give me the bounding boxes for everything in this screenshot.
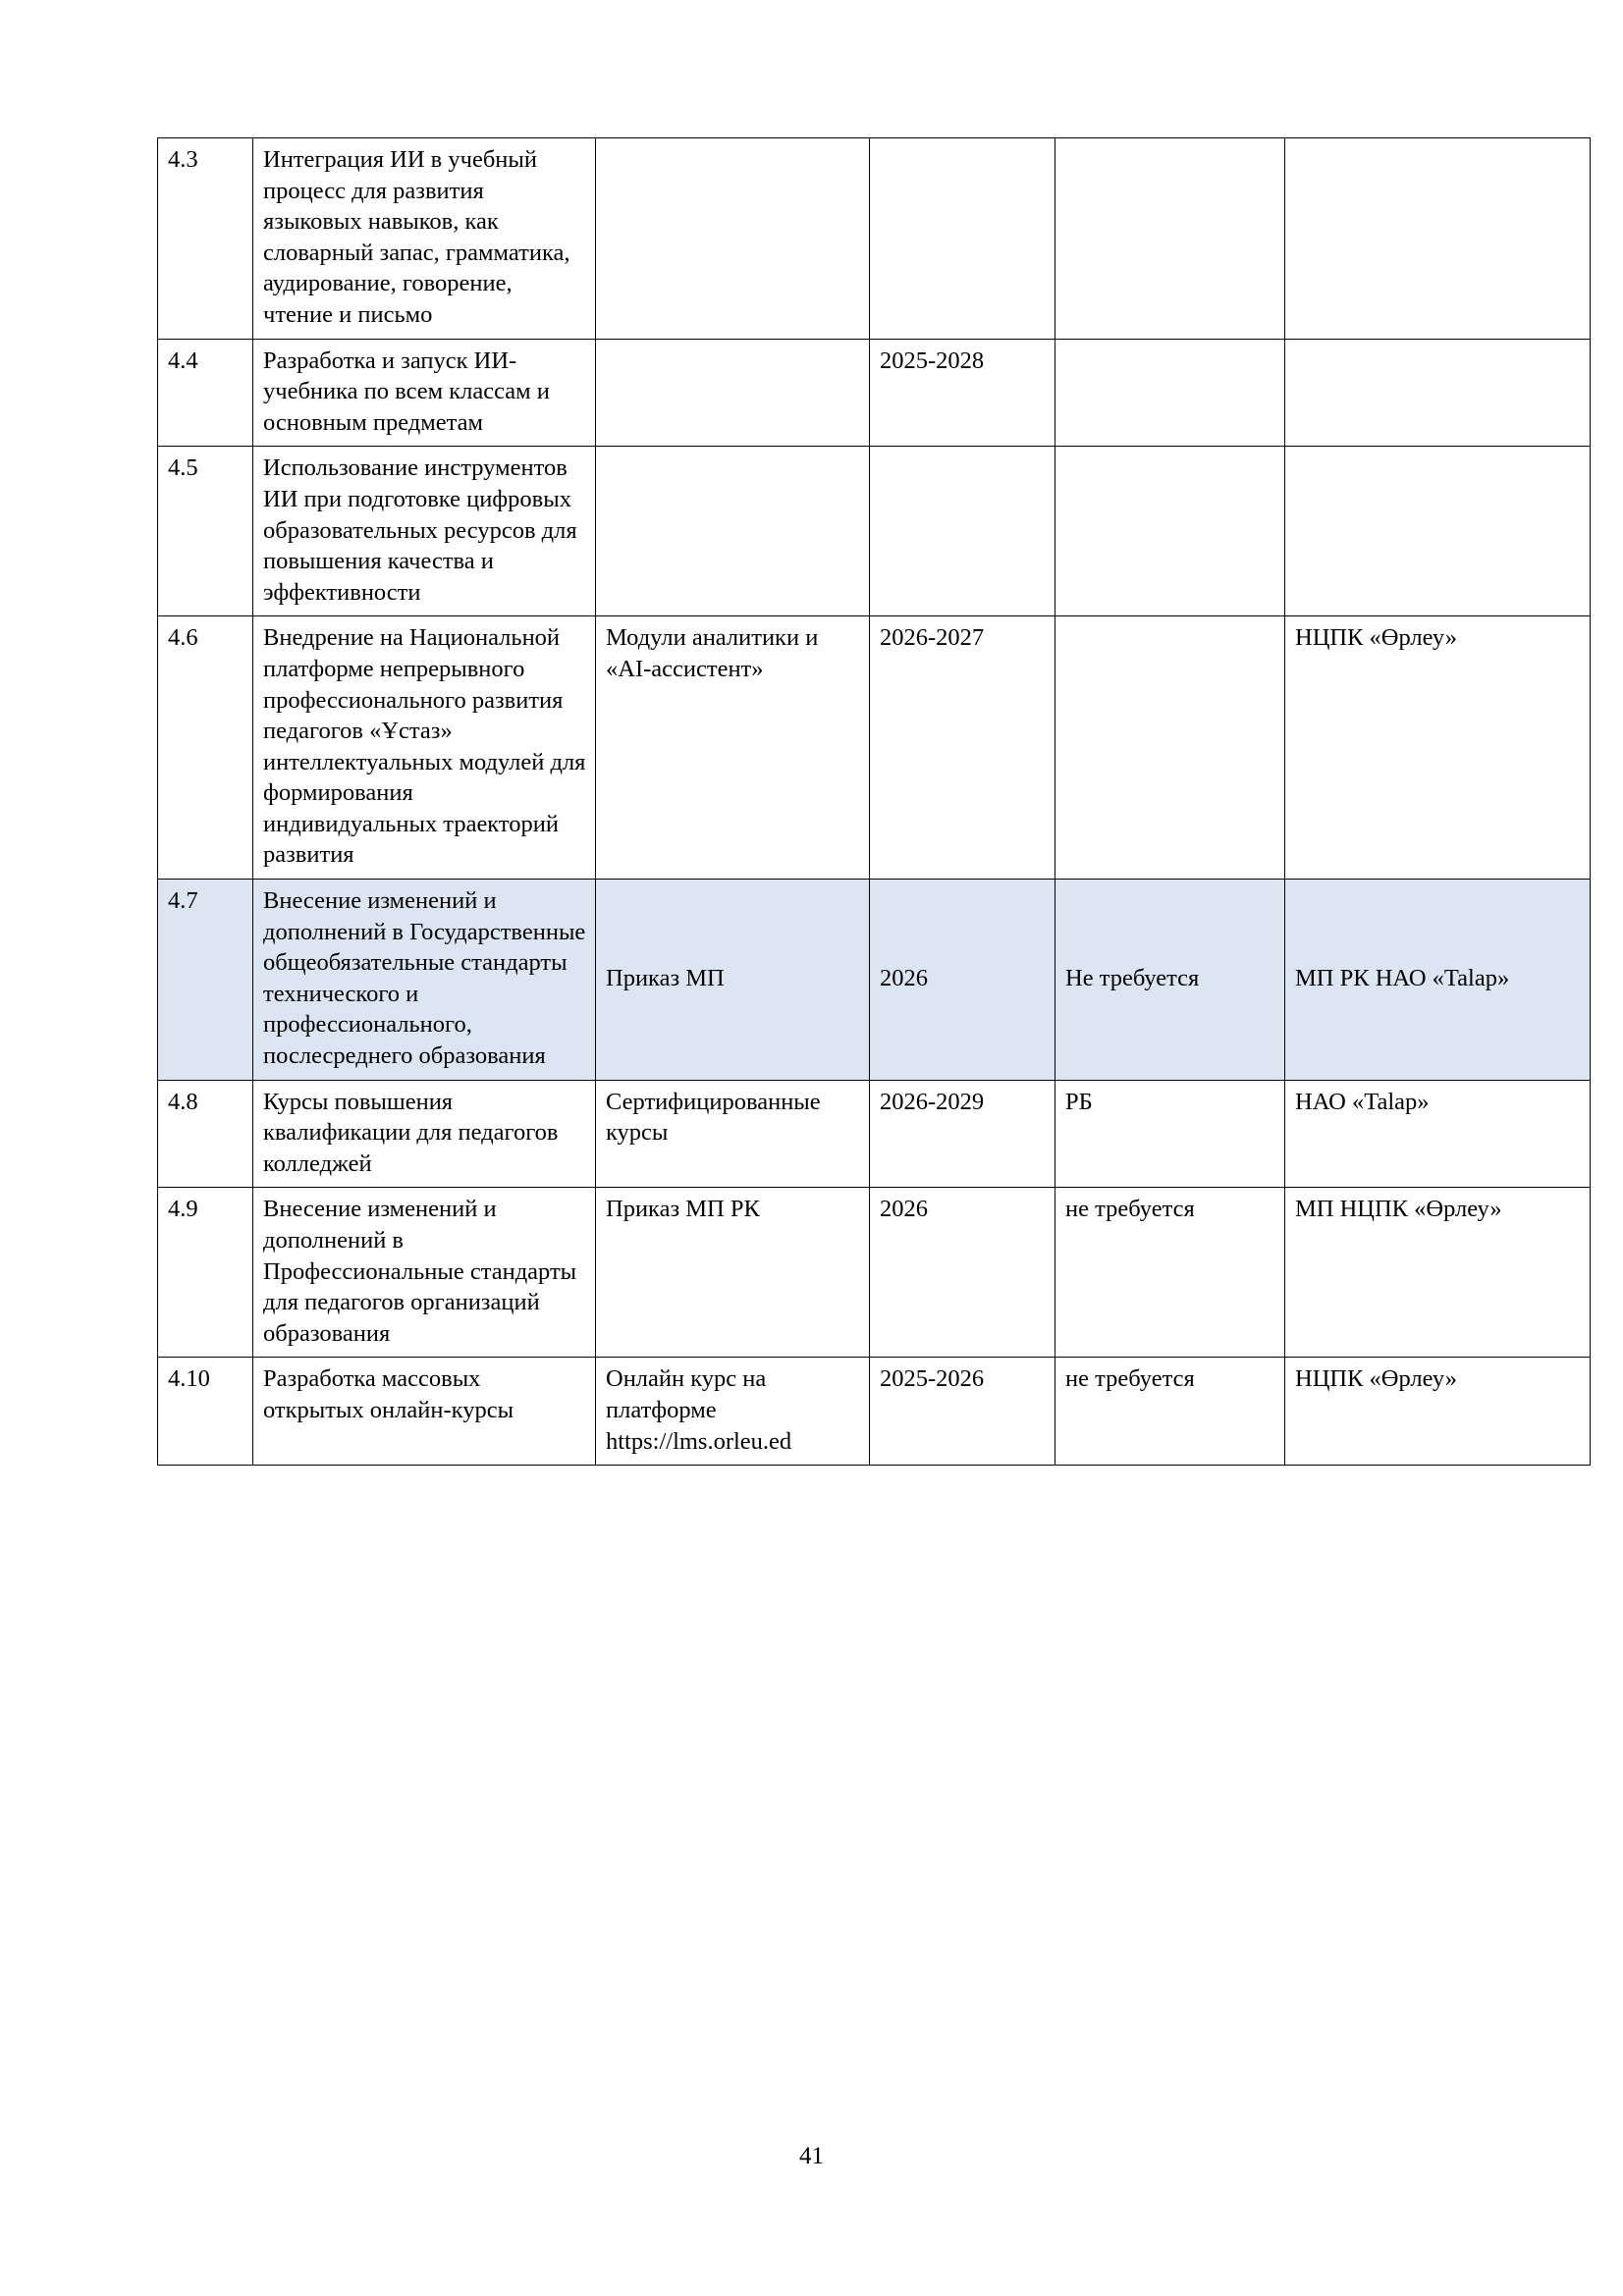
cell-responsible: МП РК НАО «Talap»: [1285, 880, 1591, 1081]
cell-term: 2026: [870, 1188, 1055, 1358]
table-row: [158, 339, 1591, 447]
cell-term: [870, 138, 1055, 340]
cell-number: 4.9: [158, 1188, 253, 1358]
cell-task: Использование инструментов ИИ при подготовке цифровых образовательных ресурсов для повышения качества и эффективности: [253, 447, 596, 616]
cell-task: Внедрение на Национальной платформе непрерывного профессионального развития педагогов «Ұстаз» интеллектуальных модулей для формирования индивидуальных траекторий развития: [253, 616, 596, 880]
cell-form: Сертифицированные курсы: [596, 1080, 870, 1188]
table-row: [158, 616, 1591, 880]
cell-number: 4.10: [158, 1358, 253, 1466]
cell-term: 2026: [870, 880, 1055, 1081]
table-row: [158, 1188, 1591, 1358]
cell-financing: [1055, 616, 1285, 880]
table-row: [158, 447, 1591, 616]
cell-number: 4.7: [158, 880, 253, 1081]
cell-financing: [1055, 447, 1285, 616]
cell-term: 2026-2029: [870, 1080, 1055, 1188]
table-row: [158, 1080, 1591, 1188]
cell-responsible: [1285, 339, 1591, 447]
cell-term: 2025-2028: [870, 339, 1055, 447]
cell-form: Приказ МП: [596, 880, 870, 1081]
cell-form: Модули аналитики и «AI-ассистент»: [596, 616, 870, 880]
cell-term: 2026-2027: [870, 616, 1055, 880]
cell-form: Онлайн курс на платформе https://lms.orleu.ed: [596, 1358, 870, 1466]
cell-responsible: НАО «Talap»: [1285, 1080, 1591, 1188]
cell-number: 4.5: [158, 447, 253, 616]
cell-financing: не требуется: [1055, 1358, 1285, 1466]
cell-responsible: [1285, 447, 1591, 616]
cell-responsible: НЦПК «Өрлеу»: [1285, 1358, 1591, 1466]
cell-responsible: МП НЦПК «Өрлеу»: [1285, 1188, 1591, 1358]
cell-number: 4.8: [158, 1080, 253, 1188]
cell-number: 4.3: [158, 138, 253, 340]
cell-task: Разработка массовых открытых онлайн-курсы: [253, 1358, 596, 1466]
activities-table: [157, 137, 1591, 1466]
cell-task: Внесение изменений и дополнений в Профессиональные стандарты для педагогов организаций образования: [253, 1188, 596, 1358]
table-row: [158, 138, 1591, 340]
cell-number: 4.4: [158, 339, 253, 447]
cell-financing: [1055, 339, 1285, 447]
cell-task: Внесение изменений и дополнений в Государственные общеобязательные стандарты технического и профессионального, послесреднего образования: [253, 880, 596, 1081]
cell-responsible: [1285, 138, 1591, 340]
cell-term: [870, 447, 1055, 616]
cell-task: Курсы повышения квалификации для педагогов колледжей: [253, 1080, 596, 1188]
cell-form: [596, 138, 870, 340]
page-number: 41: [799, 2143, 824, 2169]
cell-task: Интеграция ИИ в учебный процесс для развития языковых навыков, как словарный запас, грамматика, аудирование, говорение, чтение и письмо: [253, 138, 596, 340]
cell-form: Приказ МП РК: [596, 1188, 870, 1358]
table-row-highlighted: [158, 880, 1591, 1081]
cell-financing: Не требуется: [1055, 880, 1285, 1081]
cell-form: [596, 339, 870, 447]
cell-financing: РБ: [1055, 1080, 1285, 1188]
cell-form: [596, 447, 870, 616]
cell-term: 2025-2026: [870, 1358, 1055, 1466]
table-body: [158, 138, 1591, 1466]
cell-financing: не требуется: [1055, 1188, 1285, 1358]
cell-number: 4.6: [158, 616, 253, 880]
table-row: [158, 1358, 1591, 1466]
cell-financing: [1055, 138, 1285, 340]
cell-responsible: НЦПК «Өрлеу»: [1285, 616, 1591, 880]
cell-task: Разработка и запуск ИИ-учебника по всем классам и основным предметам: [253, 339, 596, 447]
